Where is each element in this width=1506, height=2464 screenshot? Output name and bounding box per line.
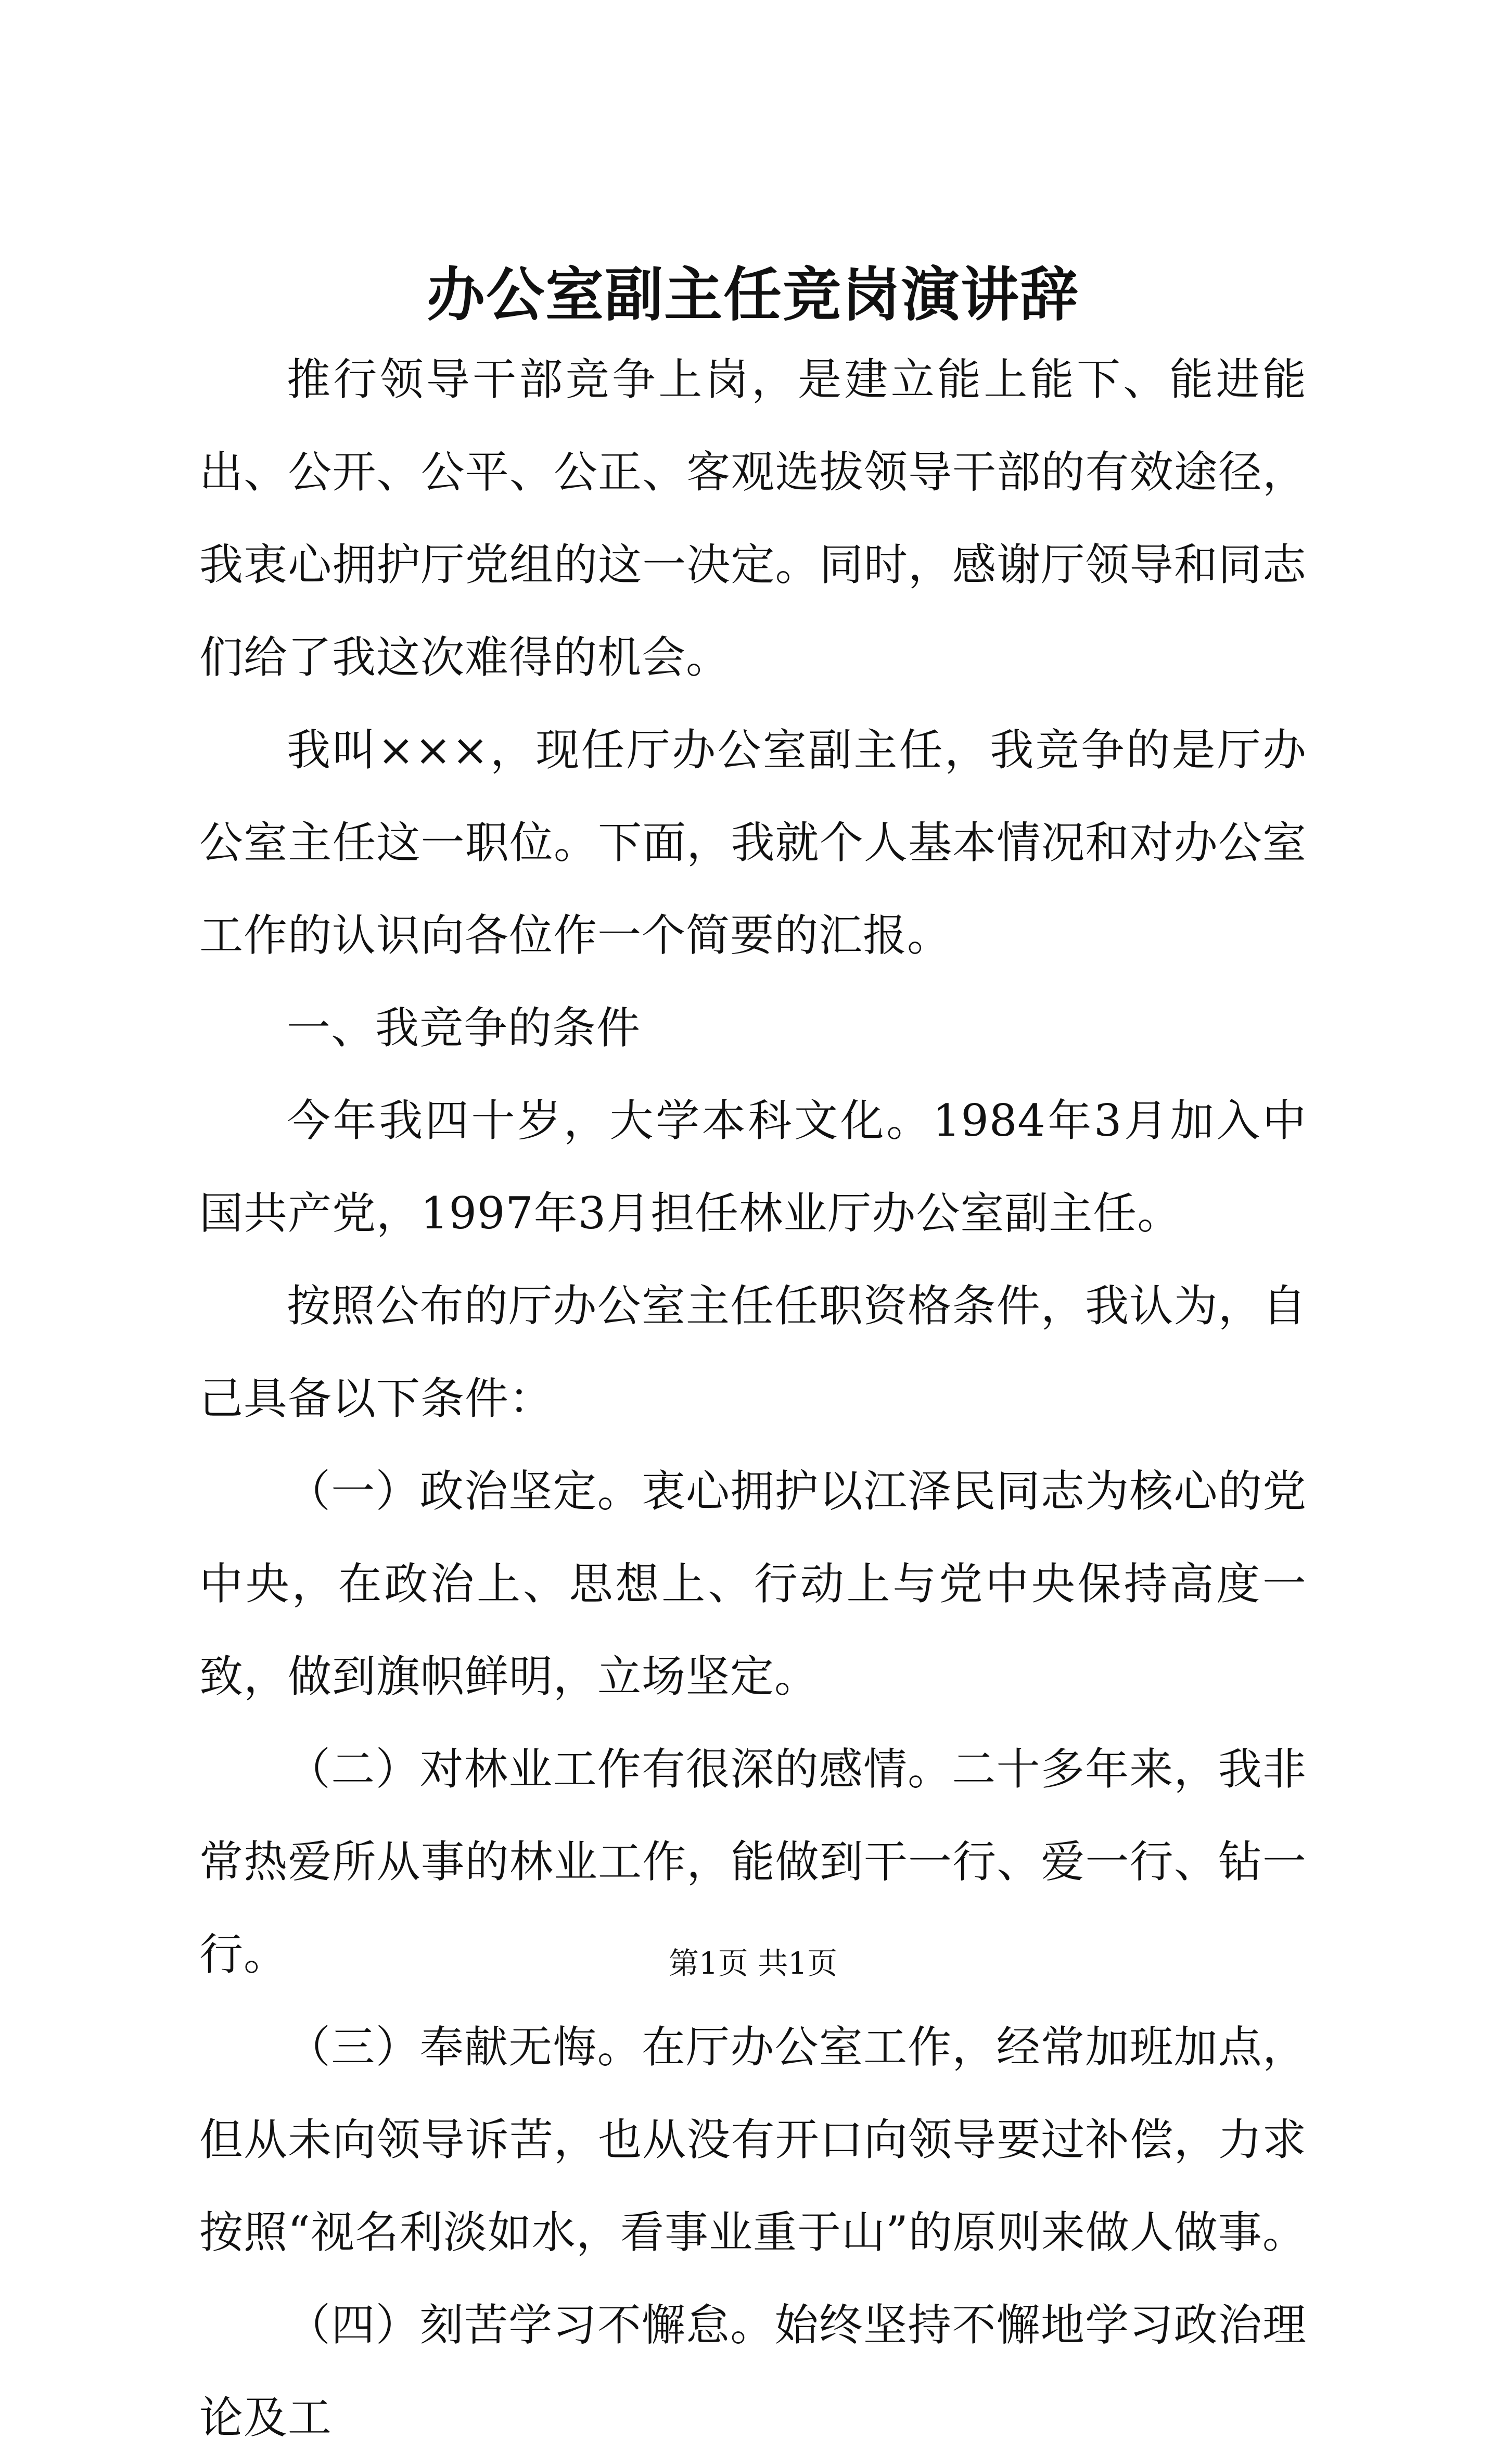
paragraph-intro: 推行领导干部竞争上岗，是建立能上能下、能进能出、公开、公平、公正、客观选拔领导干部的有效途径，我衷心拥护厅党组的这一决定。同时，感谢厅领导和同志们给了我这次难得的机会。: [199, 354, 1307, 683]
paragraph-qualifications-intro: 按照公布的厅办公室主任任职资格条件，我认为，自己具备以下条件：: [199, 1280, 1307, 1424]
document-body: [199, 333, 1307, 2464]
section-heading-conditions: 一、我竞争的条件: [287, 1002, 641, 1053]
paragraph-condition-4: （四）刻苦学习不懈怠。始终坚持不懈地学习政治理论及工: [199, 2300, 1307, 2443]
page-footer: 第1页 共1页: [668, 1946, 838, 1981]
paragraph-condition-1: （一）政治坚定。衷心拥护以江泽民同志为核心的党中央，在政治上、思想上、行动上与党中央保持高度一致，做到旗帜鲜明，立场坚定。: [199, 1466, 1307, 1702]
document-title: 办公室副主任竞岗演讲辞: [427, 261, 1079, 329]
paragraph-self-introduction: 我叫×××，现任厅办公室副主任，我竞争的是厅办公室主任这一职位。下面，我就个人基本情况和对办公室工作的认识向各位作一个简要的汇报。: [199, 725, 1307, 961]
paragraph-condition-2: （二）对林业工作有很深的感情。二十多年来，我非常热爱所从事的林业工作，能做到干一行、爱一行、钻一行。: [199, 1744, 1307, 1980]
paragraph-condition-3: （三）奉献无悔。在厅办公室工作，经常加班加点，但从未向领导诉苦，也从没有开口向领导要过补偿，力求按照“视名利淡如水，看事业重于山”的原则来做人做事。: [199, 2022, 1307, 2258]
paragraph-background: 今年我四十岁，大学本科文化。1984年3月加入中国共产党，1997年3月担任林业厅办公室副主任。: [199, 1095, 1307, 1239]
